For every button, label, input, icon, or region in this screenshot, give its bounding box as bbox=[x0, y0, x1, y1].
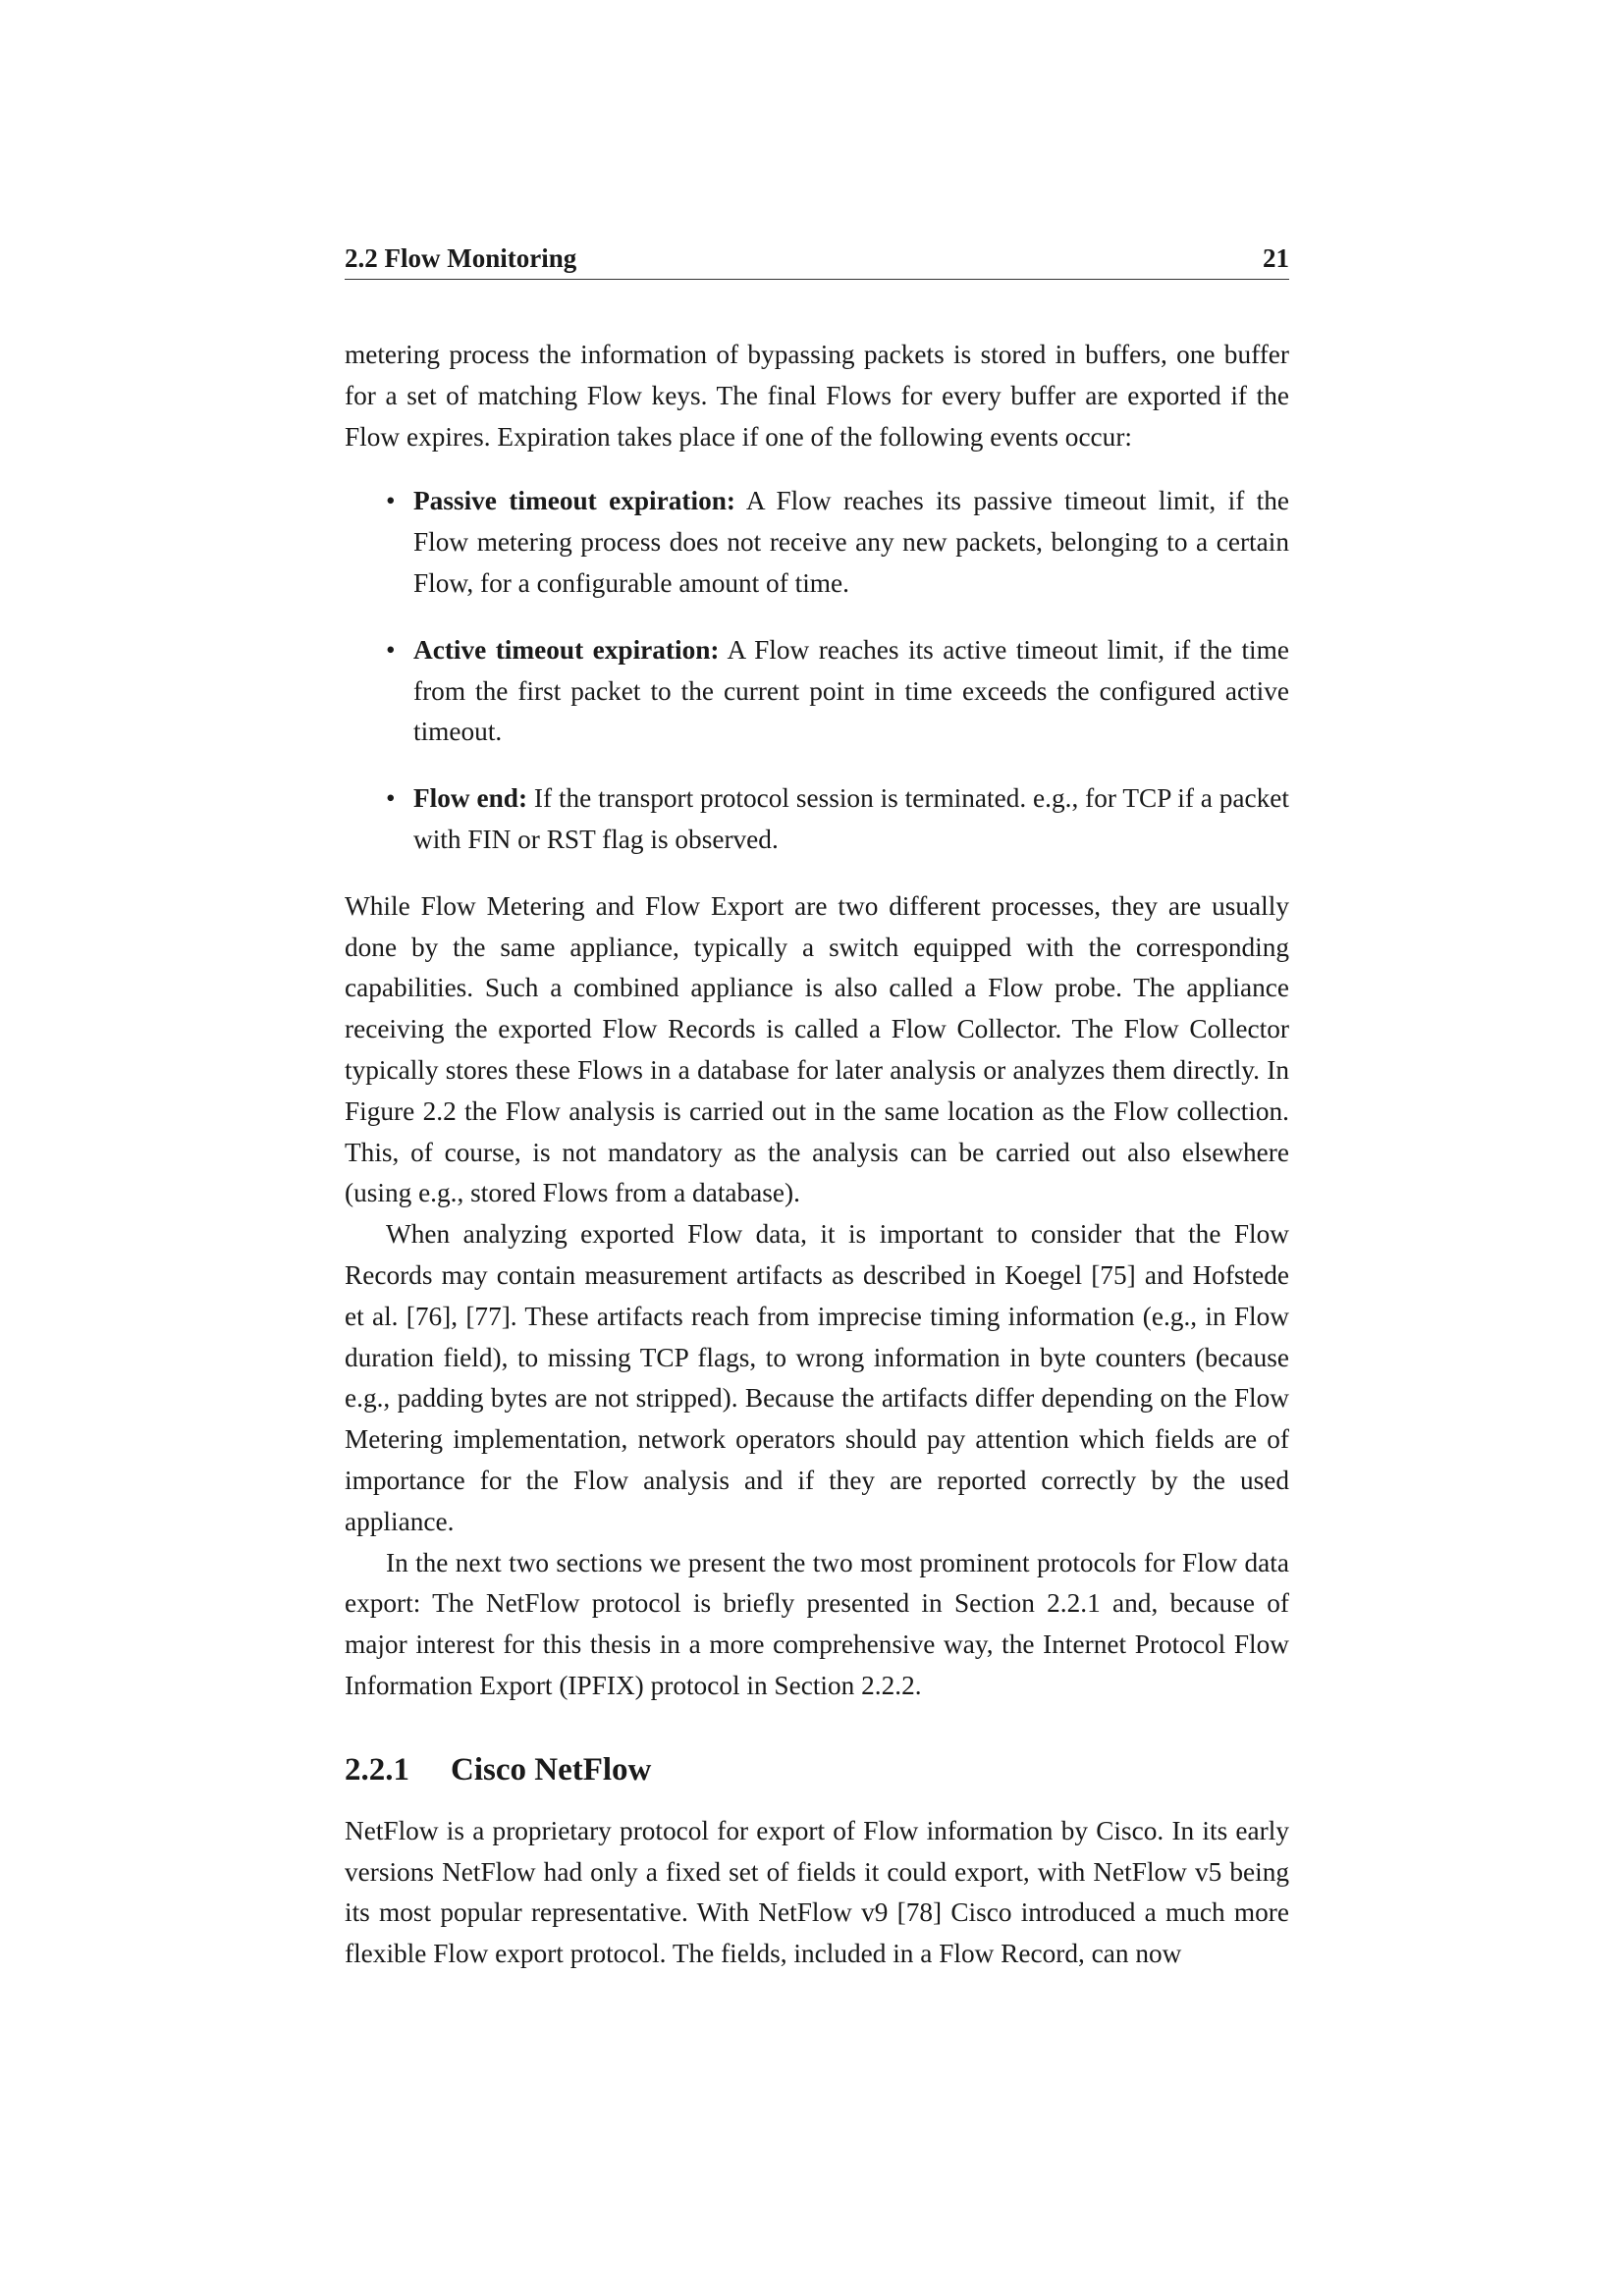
body-text bbox=[345, 335, 1289, 1975]
bullet-term: Flow end: bbox=[413, 783, 528, 814]
paragraph-flow-metering-export: While Flow Metering and Flow Export are two different processes, they are usually done by the same appliance, typically a switch equipped with the corresponding capabilities. Such a combined appliance is also called a Flow probe. The appliance receiving the exported Flow Records is called a Flow Collector. The Flow Collector typically stores these Flows in a database for later analysis or analyzes them directly. In Figure 2.2 the Flow analysis is carried out in the same location as the Flow collection. This, of course, is not mandatory as the analysis can be carried out also elsewhere (using e.g., stored Flows from a database). bbox=[345, 890, 1289, 1208]
list-item bbox=[345, 778, 1289, 861]
page-number: 21 bbox=[1263, 243, 1289, 273]
section-heading bbox=[345, 1750, 1289, 1789]
running-header bbox=[345, 241, 1289, 280]
bullet-term: Passive timeout expiration: bbox=[413, 486, 736, 516]
section-number: 2.2.1 bbox=[345, 1751, 409, 1788]
bullet-icon: • bbox=[386, 634, 396, 665]
bullet-term: Active timeout expiration: bbox=[413, 634, 720, 665]
section-title: Cisco NetFlow bbox=[451, 1751, 652, 1788]
bullet-icon: • bbox=[386, 783, 396, 814]
paragraph-protocols-overview: In the next two sections we present the two most prominent protocols for Flow data export: The NetFlow protocol is briefly presented in Section 2.2.1 and, because of major interest for this thesis in a more comprehensive way, the Internet Protocol Flow Information Export (IPFIX) protocol in Section 2.2.2. bbox=[345, 1547, 1289, 1700]
bullet-text: A Flow reaches its passive timeout limit, if the Flow metering process does not receive any new packets, belonging to a certain Flow, for a configurable amount of time. bbox=[413, 486, 1290, 598]
list-item bbox=[345, 481, 1289, 604]
bullet-text: If the transport protocol session is terminated. e.g., for TCP if a packet with FIN or RST flag is observed. bbox=[413, 783, 1289, 854]
header-section-title: 2.2 Flow Monitoring bbox=[345, 243, 577, 273]
paragraph-netflow: NetFlow is a proprietary protocol for export of Flow information by Cisco. In its early versions NetFlow had only a fixed set of fields it could export, with NetFlow v5 being its most popular representative. With NetFlow v9 [78] Cisco introduced a much more flexible Flow export protocol. The fields, included in a Flow Record, can now bbox=[345, 1815, 1289, 1969]
intro-paragraph: metering process the information of bypassing packets is stored in buffers, one buffer for a set of matching Flow keys. The final Flows for every buffer are exported if the Flow expires. Expiration takes place if one of the following events occur: bbox=[345, 340, 1289, 452]
page bbox=[345, 241, 1289, 1975]
bullet-text: A Flow reaches its active timeout limit, if the time from the first packet to the current point in time exceeds the configured active timeout. bbox=[413, 634, 1289, 747]
expiration-events-list bbox=[345, 481, 1289, 860]
paragraph-measurement-artifacts: When analyzing exported Flow data, it is important to consider that the Flow Records may contain measurement artifacts as described in Koegel [75] and Hofstede et al. [76], [77]. These artifacts reach from imprecise timing information (e.g., in Flow duration field), to missing TCP flags, to wrong information in byte counters (because e.g., padding bytes are not stripped). Because the artifacts differ depending on the Flow Metering implementation, network operators should pay attention which fields are of importance for the Flow analysis and if they are reported correctly by the used appliance. bbox=[345, 1219, 1289, 1536]
bullet-icon: • bbox=[386, 486, 396, 516]
list-item bbox=[345, 630, 1289, 753]
